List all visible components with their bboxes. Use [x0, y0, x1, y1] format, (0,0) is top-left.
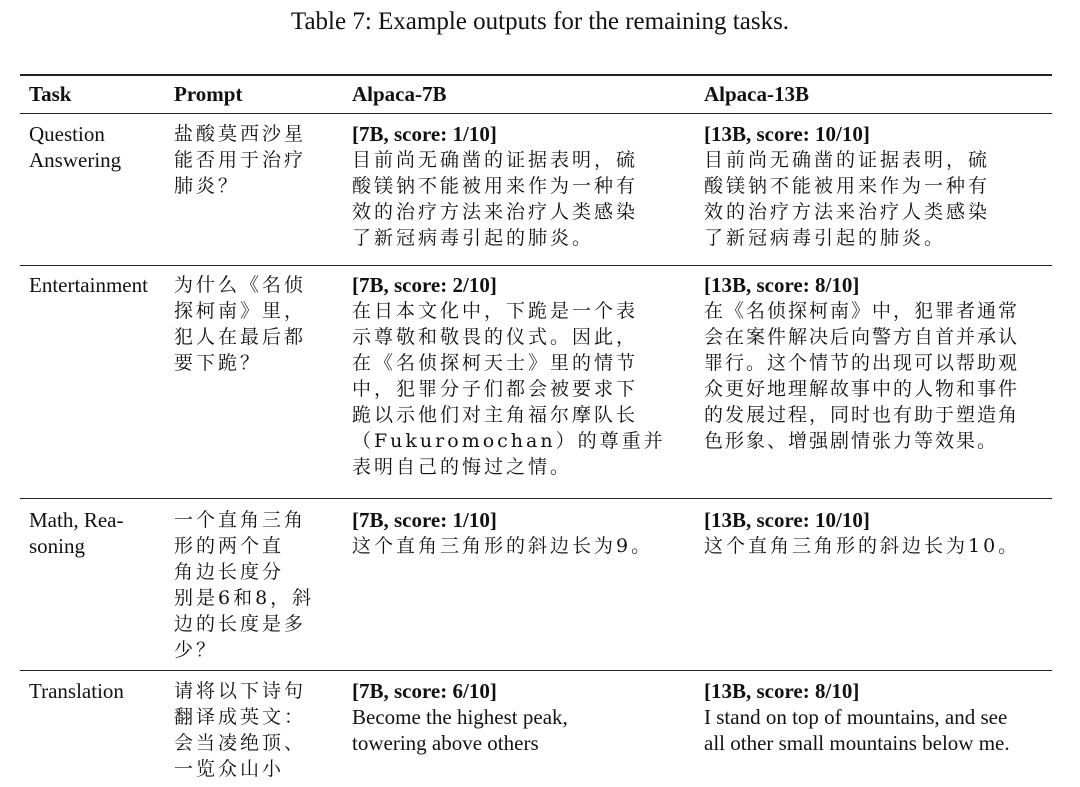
row-divider [20, 498, 1052, 499]
alpaca-13b-cell [704, 507, 1054, 559]
score-label: [13B, score: 8/10] [704, 273, 860, 297]
top-rule [20, 74, 1052, 76]
header-alpaca-13b: Alpaca-13B [704, 82, 809, 106]
task-cell: Question Answering [29, 122, 122, 172]
alpaca-7b-cell [352, 678, 682, 756]
prompt-text: 为什么《名侦 探柯南》里， 犯人在最后都 要下跪？ [174, 274, 307, 374]
prompt-cell [174, 121, 334, 199]
header-prompt: Prompt [174, 82, 243, 106]
row-divider [20, 670, 1052, 671]
table-caption: Table 7: Example outputs for the remaining tasks. [290, 8, 790, 35]
output-text: 目前尚无确凿的证据表明，硫 酸镁钠不能被用来作为一种有 效的治疗方法来治疗人类感染 了新冠病毒引起的肺炎。 [352, 149, 639, 249]
score-label: [7B, score: 6/10] [352, 679, 497, 703]
prompt-cell [174, 272, 334, 376]
output-text: 这个直角三角形的斜边长为10。 [704, 535, 1021, 557]
prompt-cell [174, 507, 334, 663]
prompt-text: 请将以下诗句 翻译成英文： 会当凌绝顶、 一览众山小 [174, 680, 307, 780]
alpaca-13b-cell [704, 121, 1054, 251]
alpaca-7b-cell [352, 507, 682, 559]
output-text: 这个直角三角形的斜边长为9。 [352, 535, 654, 557]
output-text: 目前尚无确凿的证据表明，硫 酸镁钠不能被用来作为一种有 效的治疗方法来治疗人类感染 了新冠病毒引起的肺炎。 [704, 149, 991, 249]
output-text: 在日本文化中，下跪是一个表 示尊敬和敬畏的仪式。因此， 在《名侦探柯天士》里的情节 中，犯罪分子们都会被要求下 跪以示他们对主角福尔摩队长 （Fukuromochan）的尊重并 表明自己的悔过之情。 [352, 300, 666, 478]
alpaca-13b-cell [704, 272, 1054, 454]
score-label: [7B, score: 2/10] [352, 273, 497, 297]
alpaca-7b-cell [352, 121, 682, 251]
prompt-text: 盐酸莫西沙星 能否用于治疗 肺炎？ [174, 123, 307, 197]
alpaca-13b-cell [704, 678, 1054, 756]
alpaca-7b-cell [352, 272, 682, 480]
score-label: [7B, score: 1/10] [352, 508, 497, 532]
score-label: [13B, score: 10/10] [704, 508, 870, 532]
output-text: I stand on top of mountains, and see all other small mountains below me. [704, 705, 1010, 755]
output-text: 在《名侦探柯南》中，犯罪者通常 会在案件解决后向警方自首并承认 罪行。这个情节的出现可以帮助观 众更好地理解故事中的人物和事件 的发展过程，同时也有助于塑造角 色形象、增强剧情张力等效果。 [704, 300, 1020, 452]
prompt-cell [174, 678, 334, 782]
score-label: [7B, score: 1/10] [352, 122, 497, 146]
score-label: [13B, score: 10/10] [704, 122, 870, 146]
prompt-text: 一个直角三角 形的两个直 角边长度分 别是6和8，斜 边的长度是多 少？ [174, 509, 315, 661]
header-alpaca-7b: Alpaca-7B [352, 82, 447, 106]
header-rule [20, 113, 1052, 114]
score-label: [13B, score: 8/10] [704, 679, 860, 703]
task-cell: Entertainment [29, 273, 148, 297]
header-task: Task [29, 82, 72, 106]
row-divider [20, 265, 1052, 266]
task-cell: Math, Rea- soning [29, 508, 124, 558]
task-cell: Translation [29, 679, 124, 703]
output-text: Become the highest peak, towering above others [352, 705, 568, 755]
